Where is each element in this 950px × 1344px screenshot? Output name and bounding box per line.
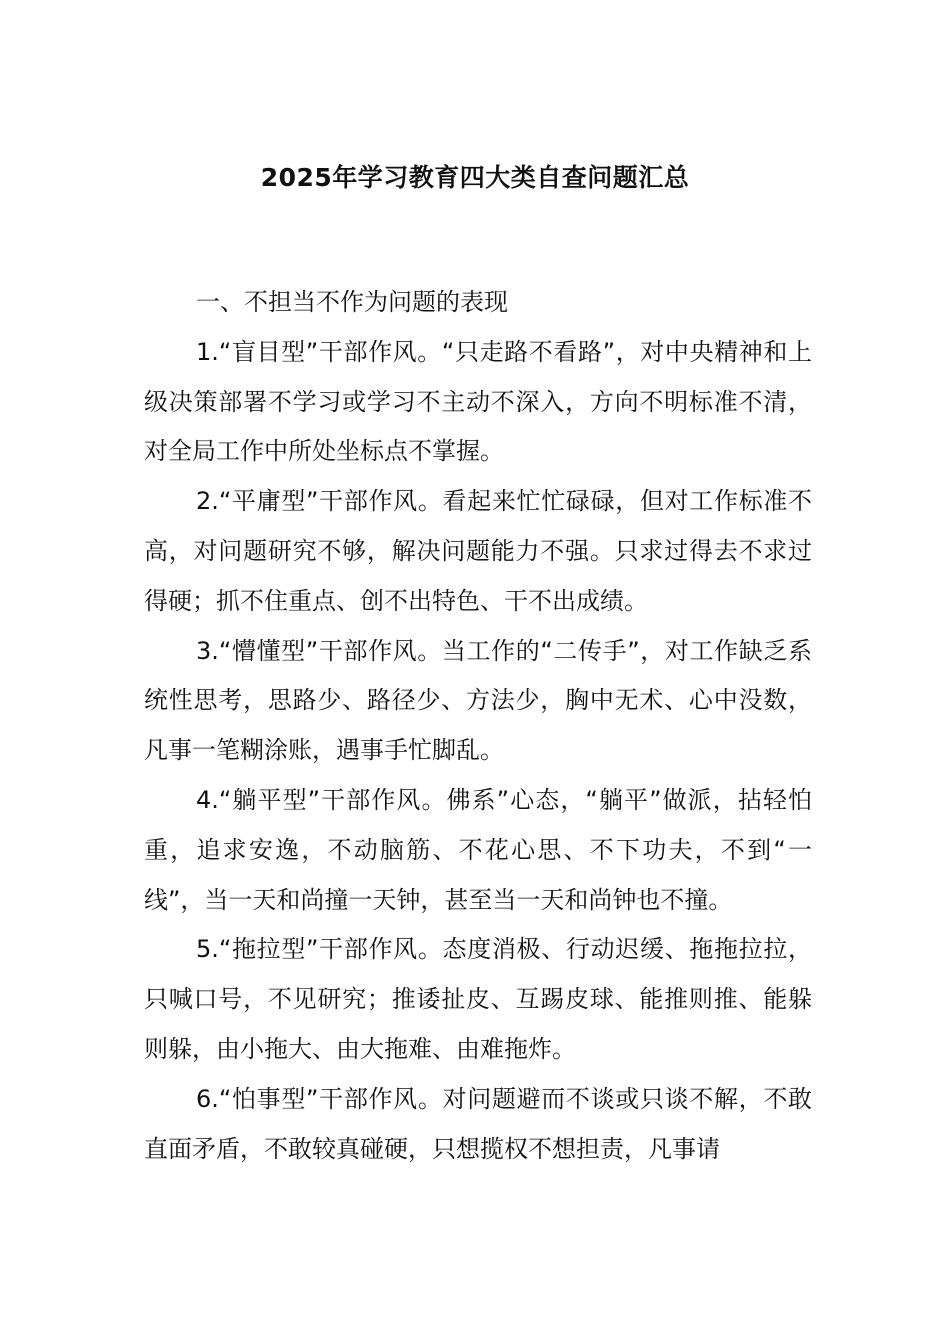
section-heading: 一、不担当不作为问题的表现: [196, 288, 508, 316]
document-title: 2025年学习教育四大类自查问题汇总: [260, 163, 690, 192]
paragraph-1: 1.“盲目型”干部作风。“只走路不看路”，对中央精神和上级决策部署不学习或学习不主动不深入，方向不明标准不清，对全局工作中所处坐标点不掌握。: [144, 337, 812, 466]
paragraph-2: 2.“平庸型”干部作风。看起来忙忙碌碌，但对工作标准不高，对问题研究不够，解决问题能力不强。只求过得去不求过得硬；抓不住重点、创不出特色、干不出成绩。: [144, 487, 812, 615]
document-body: [144, 278, 812, 1174]
paragraph-4: 4.“躺平型”干部作风。佛系”心态，“躺平”做派，拈轻怕重，追求安逸，不动脑筋、不花心思、不下功夫，不到“一线”，当一天和尚撞一天钟，甚至当一天和尚钟也不撞。: [144, 785, 812, 914]
paragraph-3: 3.“懵懂型”干部作风。当工作的“二传手”，对工作缺乏系统性思考，思路少、路径少、方法少，胸中无术、心中没数，凡事一笔糊涂账，遇事手忙脚乱。: [144, 636, 812, 765]
paragraph-5: 5.“拖拉型”干部作风。态度消极、行动迟缓、拖拖拉拉，只喊口号，不见研究；推诿扯皮、互踢皮球、能推则推、能躲则躲，由小拖大、由大拖难、由难拖炸。: [144, 935, 812, 1063]
paragraph-6: 6.“怕事型”干部作风。对问题避而不谈或只谈不解，不敢直面矛盾，不敢较真碰硬，只想揽权不想担责，凡事请: [144, 1084, 812, 1163]
